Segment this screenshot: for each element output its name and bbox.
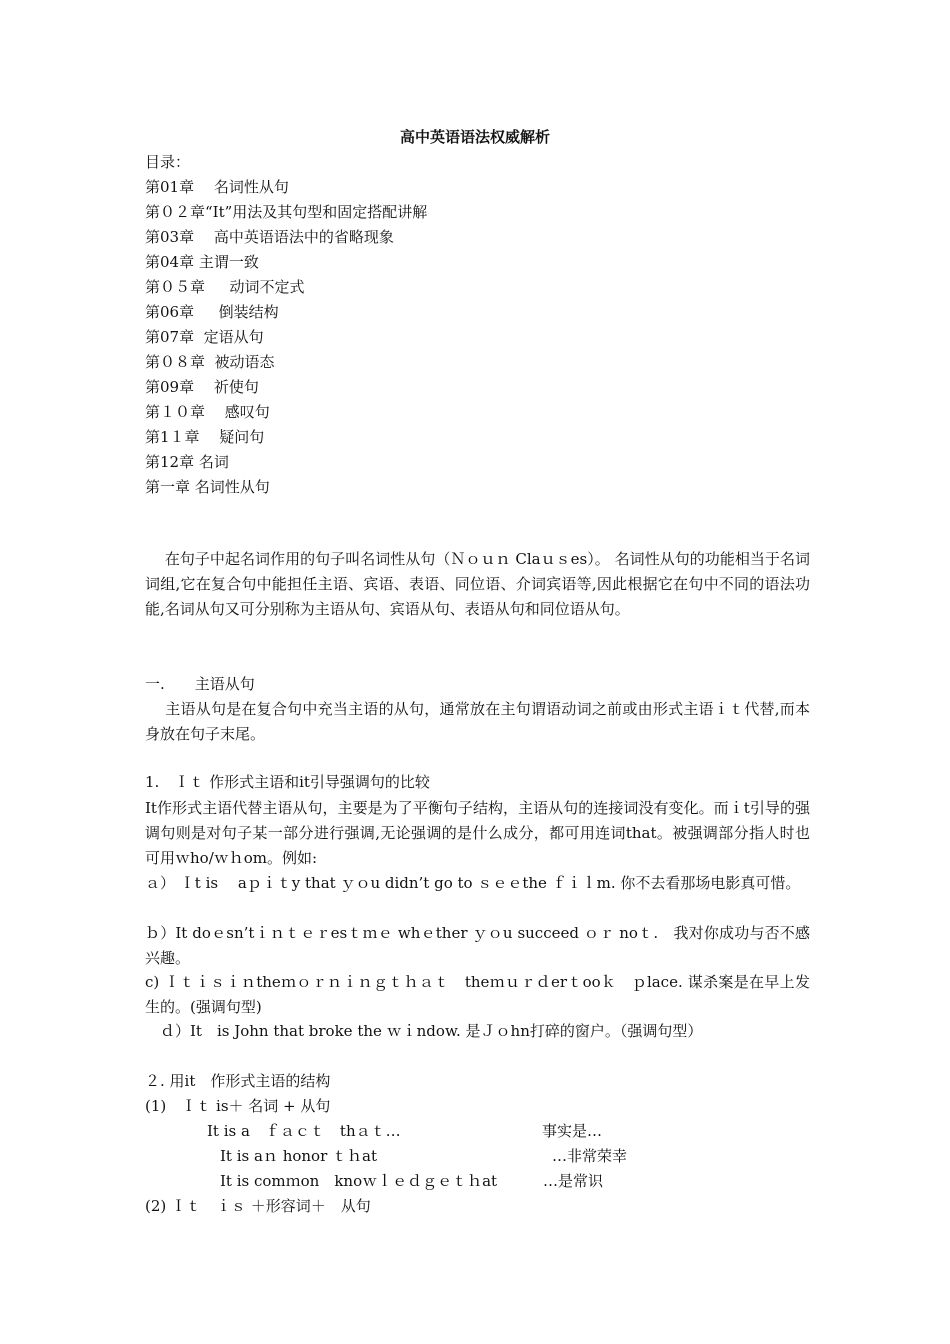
toc-item: 第０２章“It”用法及其句型和固定搭配讲解 (145, 203, 428, 221)
pattern-row-zh: …是常识 (543, 1172, 604, 1190)
pattern-row-zh: …非常荣幸 (552, 1147, 628, 1165)
toc-item: 第12章 名词 (145, 453, 229, 471)
toc-item: 第04章 主谓一致 (145, 253, 259, 271)
toc-item: 第０８章 被动语态 (145, 353, 275, 371)
pattern-row-zh: 事实是… (542, 1122, 603, 1140)
toc-item: 第06章 倒装结构 (145, 303, 279, 321)
intro-paragraph: 在句子中起名词作用的句子叫名词性从句（Ｎｏｕｎ Claｕｓes）。 名词性从句的功能相当于名词词组,它在复合句中能担任主语、宾语、表语、同位语、介词宾语等,因此根据它在句中不同的语法功能,名词从句又可分别称为主语从句、宾语从句、表语从句和同位语从句。 (145, 550, 810, 618)
subsection-heading-2: ２. 用it 作形式主语的结构 (145, 1072, 331, 1090)
pattern-1: (1) Ｉｔ is＋ 名词 + 从句 (145, 1097, 331, 1115)
example-d: ｄ）It is John that broke the ｗｉndow. 是Ｊｏhn打碎的窗户。（强调句型） (160, 1022, 703, 1040)
chapter-heading: 第一章 名词性从句 (145, 478, 270, 496)
toc-item: 第09章 祈使句 (145, 378, 259, 396)
toc-item: 第１０章 感叹句 (145, 403, 270, 421)
example-b: ｂ）It doｅsn’tｉｎｔｅｒesｔｍｅ whｅther ｙｏu succeed ｏｒ noｔ. 我对你成功与否不感兴趣。 (145, 924, 810, 967)
pattern-2: (2) Ｉｔ ｉｓ ＋形容词＋ 从句 (145, 1197, 371, 1215)
section-description: 主语从句是在复合句中充当主语的从句，通常放在主句谓语动词之前或由形式主语ｉｔ代替,而本身放在句子末尾。 (145, 700, 810, 743)
subsection-description: It作形式主语代替主语从句，主要是为了平衡句子结构，主语从句的连接词没有变化。而ｉt引导的强调句则是对句子某一部分进行强调,无论强调的是什么成分，都可用连词that。被强调部分指人时也可用ｗho/ｗｈom。例如: (145, 799, 810, 867)
toc-item: 第07章 定语从句 (145, 328, 264, 346)
toc-label: 目录： (145, 153, 191, 171)
toc-item: 第1１章 疑问句 (145, 428, 265, 446)
toc-item: 第０５章 动词不定式 (145, 278, 305, 296)
pattern-row-en: It is a ｆａｃｔ thａｔ… (207, 1122, 401, 1140)
example-c: c) Ｉｔｉｓｉｎtheｍｏｒｎｉｎｇｔｈａｔ theｍｕｒｄerｔooｋ ｐlace. 谋杀案是在早上发生的。(强调句型) (145, 973, 810, 1016)
toc-item: 第03章 高中英语语法中的省略现象 (145, 228, 394, 246)
subsection-heading: 1. Ｉｔ 作形式主语和it引导强调句的比较 (145, 773, 430, 791)
toc-item: 第01章 名词性从句 (145, 178, 289, 196)
example-a: ａ） Ｉt is aｐｉｔy that ｙｏu didn’t go to ｓｅｅthe ｆｉｌm. 你不去看那场电影真可惜。 (145, 874, 801, 892)
page-title: 高中英语语法权威解析 (399, 128, 550, 146)
pattern-row-en: It is comｍon knoｗｌｅｄｇｅｔｈat (220, 1172, 498, 1190)
pattern-row-en: It is aｎ honor ｔｈat (220, 1147, 377, 1165)
section-heading: 一. 主语从句 (145, 675, 255, 693)
